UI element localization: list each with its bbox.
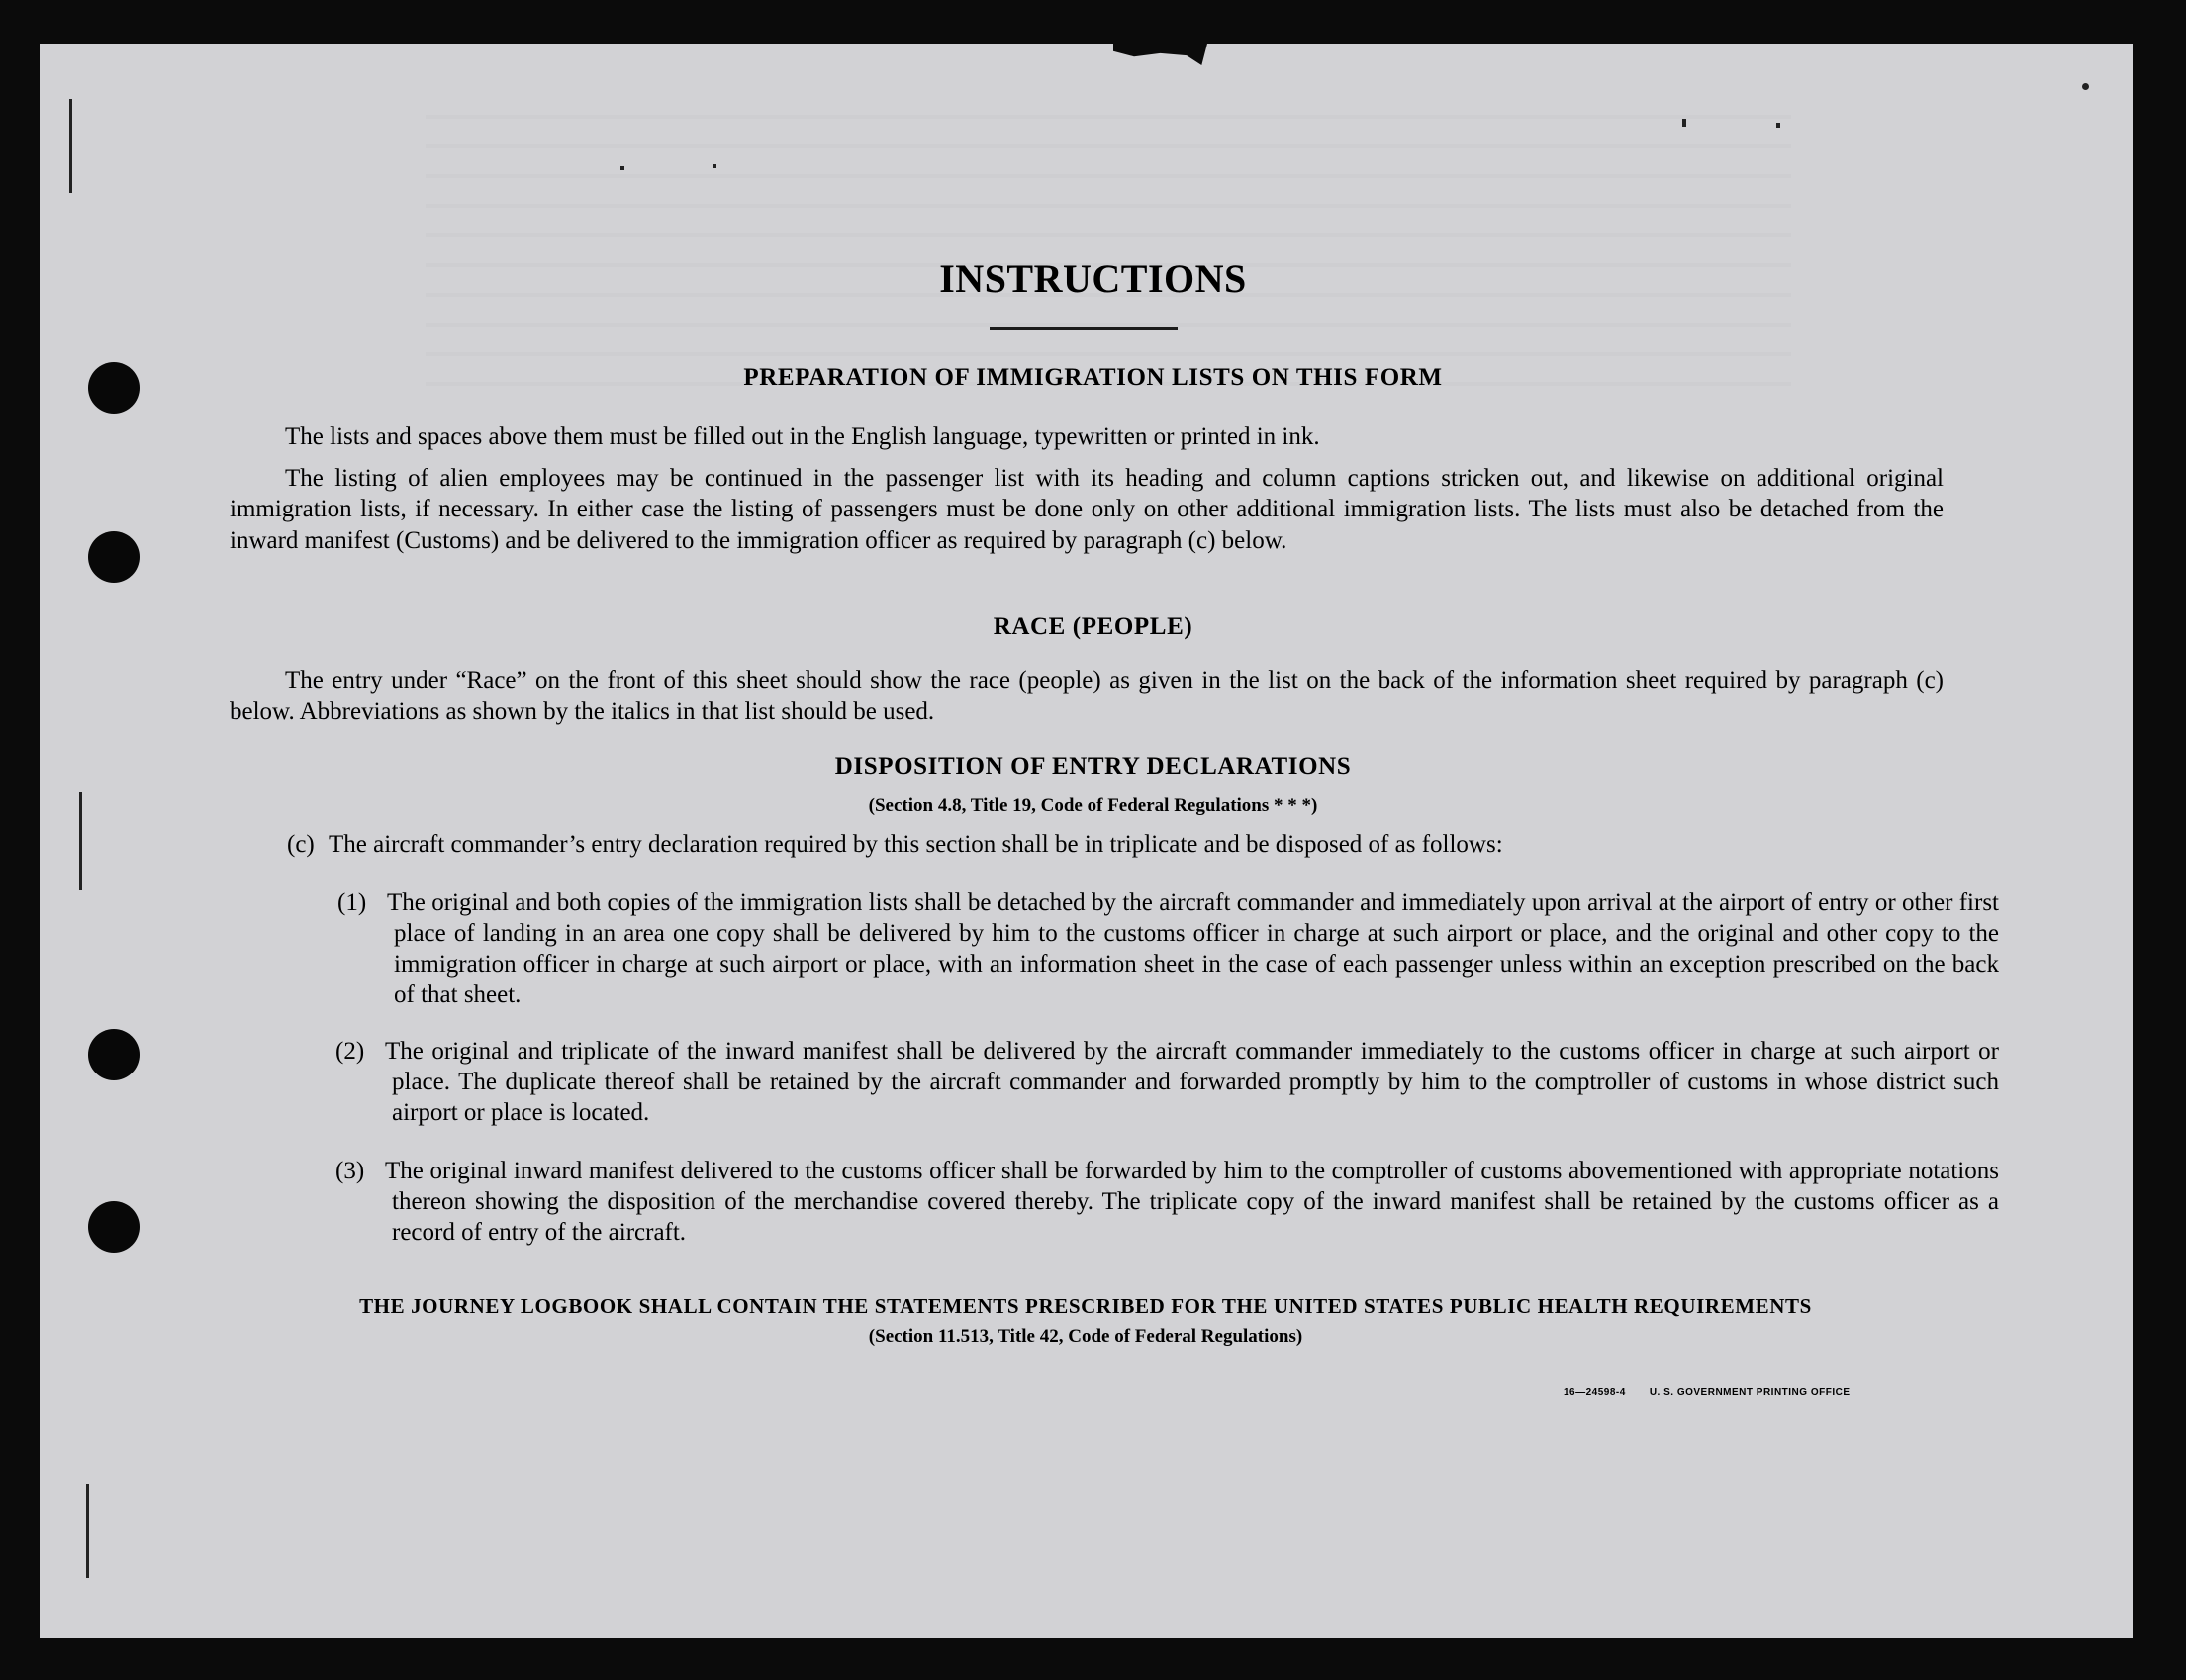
speck <box>1776 123 1780 128</box>
health-requirement-citation: (Section 11.513, Title 42, Code of Federal Regulations) <box>868 1326 1303 1347</box>
punch-hole-3 <box>88 1029 140 1080</box>
printer-imprint <box>1564 1387 1851 1398</box>
item-text: The original inward manifest delivered to the customs officer shall be forwarded by him to the comptroller of customs abovementioned with appropriate notations thereon showing the disposition of the merchandise covered thereby. The triplicate copy of the inward manifest shall be retained by the customs officer as a record of entry of the aircraft. <box>385 1158 1999 1246</box>
list-item <box>337 887 1999 1010</box>
paragraph: The listing of alien employees may be continued in the passenger list with its heading and column captions stricken out, and likewise on additional original immigration lists, if necessary. In either case the listing of passengers must be done only on other additional immigration lists. The lists must also be detached from the inward manifest (Customs) and be delivered to the immigration officer as required by paragraph (c) below. <box>230 464 1944 554</box>
paragraph: The aircraft commander’s entry declaration required by this section shall be in triplicate and be disposed of as follows: <box>329 831 1503 858</box>
punch-hole-2 <box>88 531 140 583</box>
margin-mark <box>69 99 72 193</box>
health-requirement-notice: THE JOURNEY LOGBOOK SHALL CONTAIN THE STATEMENTS PRESCRIBED FOR THE UNITED STATES PUBLIC HEALTH REQUIREMENTS <box>359 1294 1812 1318</box>
paragraph-label: (c) <box>287 831 315 858</box>
page-title: INSTRUCTIONS <box>939 256 1247 301</box>
item-text: The original and triplicate of the inward manifest shall be delivered by the aircraft commander immediately to the customs officer in charge at such airport or place. The duplicate thereof shall be retained by the aircraft commander and forwarded promptly by him to the comptroller of customs in whose district such airport or place is located. <box>385 1038 1999 1126</box>
punch-hole-4 <box>88 1201 140 1253</box>
speck <box>713 164 716 168</box>
section-heading-disposition: DISPOSITION OF ENTRY DECLARATIONS <box>834 753 1352 780</box>
item-number: (2) <box>335 1038 365 1065</box>
disposition-intro <box>287 829 1949 860</box>
item-number: (1) <box>337 889 367 916</box>
printer-name: U. S. GOVERNMENT PRINTING OFFICE <box>1649 1387 1851 1398</box>
item-text: The original and both copies of the immigration lists shall be detached by the aircraft commander and immediately upon arrival at the airport of entry or other first place of landing in an area one copy shall be delivered by him to the customs officer in charge at such airport or place, and the original and other copy to the immigration officer in charge at such airport or place, with an information sheet in the case of each passenger unless within an exception prescribed on the back of that sheet. <box>387 889 1999 1008</box>
paragraph: The entry under “Race” on the front of this sheet should show the race (people) as given in the list on the back of the information sheet required by paragraph (c) below. Abbreviations as shown by the italics in that list should be used. <box>230 667 1944 725</box>
paragraph: The lists and spaces above them must be filled out in the English language, typewritten or printed in ink. <box>285 423 1320 450</box>
form-number: 16—24598-4 <box>1564 1387 1626 1398</box>
speck <box>620 166 624 170</box>
margin-mark <box>86 1484 89 1578</box>
section-heading-preparation: PREPARATION OF IMMIGRATION LISTS ON THIS FORM <box>743 364 1443 391</box>
list-item <box>335 1156 1999 1248</box>
race-body <box>230 665 1944 727</box>
title-underline <box>990 327 1178 330</box>
preparation-body <box>230 421 1944 556</box>
list-item <box>335 1036 1999 1128</box>
item-number: (3) <box>335 1158 365 1184</box>
section-citation: (Section 4.8, Title 19, Code of Federal Regulations * * *) <box>868 795 1318 816</box>
speck <box>1682 119 1686 127</box>
bleed-through-shadow <box>426 89 1791 386</box>
corner-dot <box>2082 83 2089 90</box>
section-heading-race: RACE (PEOPLE) <box>993 613 1193 640</box>
